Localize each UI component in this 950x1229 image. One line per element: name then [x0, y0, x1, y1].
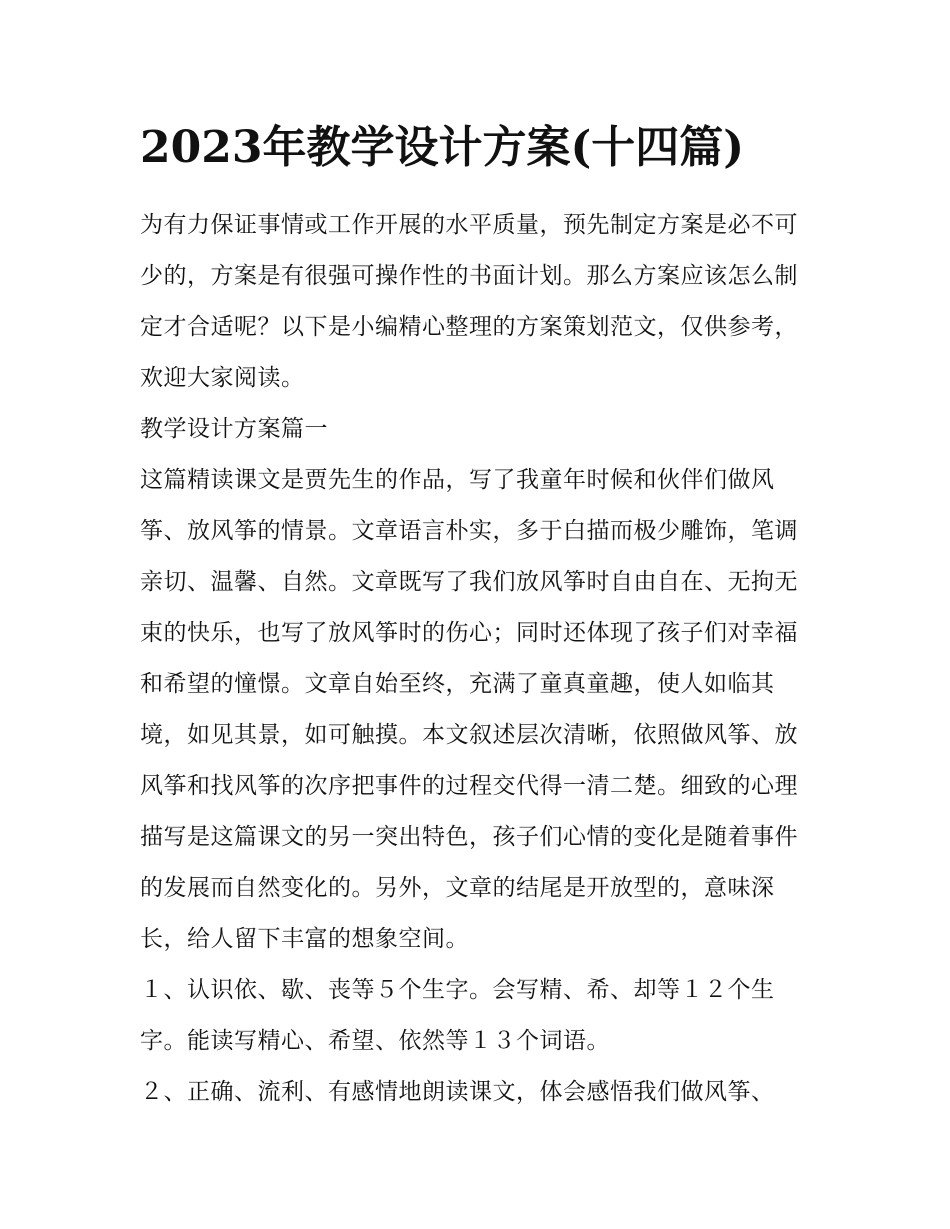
document-title: 2023年教学设计方案(十四篇)	[140, 122, 745, 173]
objective-item-2: ２、正确、流利、有感情地朗读课文，体会感悟我们做风筝、	[140, 1079, 775, 1105]
intro-paragraph: 为有力保证事情或工作开展的水平质量，预先制定方案是必不可少的，方案是有很强可操作性的书面计划。那么方案应该怎么制定才合适呢？以下是小编精心整理的方案策划范文，仅供参考，欢迎大家阅读。	[140, 212, 798, 391]
body-paragraph: 这篇精读课文是贾先生的作品，写了我童年时候和伙伴们做风筝、放风筝的情景。文章语言朴实，多于白描而极少雕饰，笔调亲切、温馨、自然。文章既写了我们放风筝时自由自在、无拘无束的快乐，也写了放风筝时的伤心；同时还体现了孩子们对幸福和希望的憧憬。文章自始至终，充满了童真童趣，使人如临其境，如见其景，如可触摸。本文叙述层次清晰，依照做风筝、放风筝和找风筝的次序把事件的过程交代得一清二楚。细致的心理描写是这篇课文的另一突出特色，孩子们心情的变化是随着事件的发展而自然变化的。另外，文章的结尾是开放型的，意味深长，给人留下丰富的想象空间。	[140, 467, 798, 952]
document-page	[140, 118, 820, 1118]
section-heading: 教学设计方案篇一	[140, 416, 328, 442]
objective-item-1: １、认识依、歇、丧等５个生字。会写精、希、却等１２个生字。能读写精心、希望、依然等１３个词语。	[140, 977, 775, 1054]
